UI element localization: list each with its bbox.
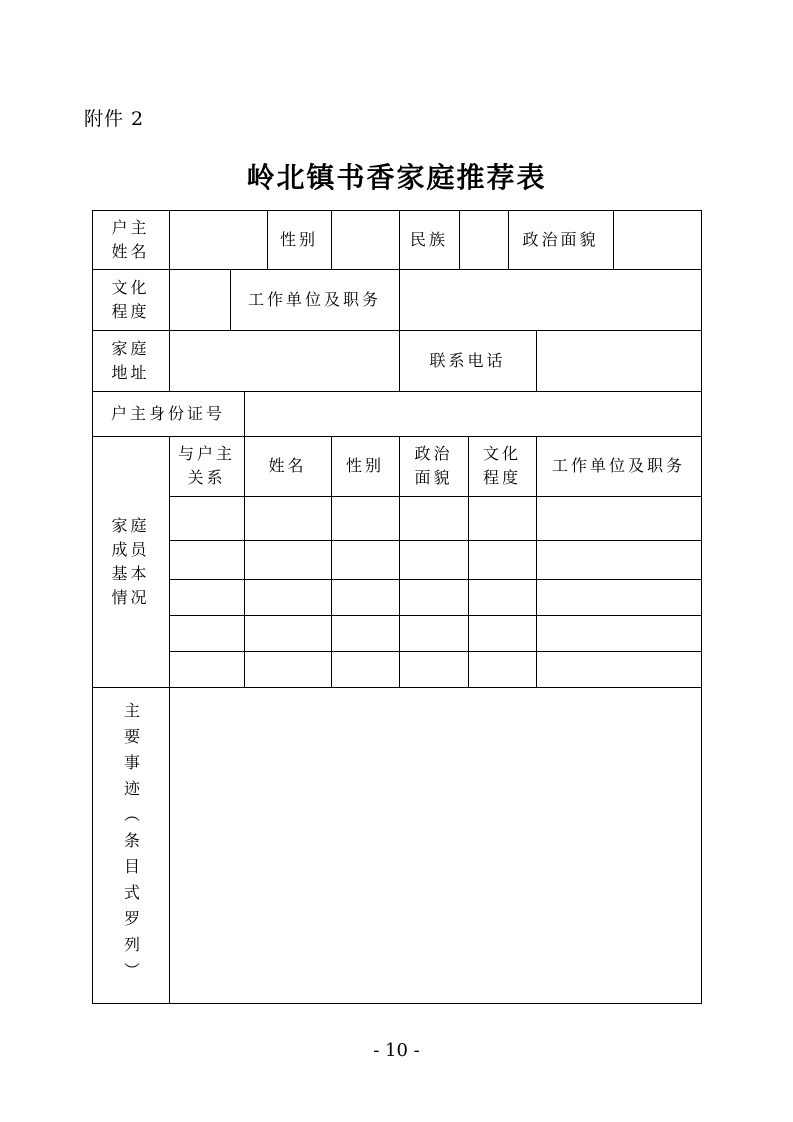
attachment-label: 附件 2: [84, 108, 145, 130]
label-family-members: [92, 436, 169, 687]
label-line: 政治: [414, 444, 453, 463]
recommendation-form: [92, 210, 702, 1004]
label-line: 程度: [482, 468, 521, 487]
label-line: 程度: [111, 301, 150, 321]
label-head-name: [92, 210, 169, 269]
member-row[interactable]: [170, 541, 701, 579]
label-id-number: 户主身份证号: [110, 403, 225, 423]
label-address: [92, 330, 169, 391]
field-work-unit-position[interactable]: [400, 270, 700, 329]
col-header-gender: 性别: [345, 456, 384, 475]
border-right: [701, 210, 702, 1004]
member-row[interactable]: [170, 652, 701, 687]
label-line: 主要事迹（条目式罗列）: [121, 702, 141, 988]
label-phone: 联系电话: [429, 350, 506, 370]
member-row[interactable]: [170, 497, 701, 540]
label-line: 家庭: [111, 338, 150, 358]
field-id-number[interactable]: [245, 392, 700, 435]
field-address[interactable]: [170, 331, 398, 390]
label-ethnicity: 民族: [409, 229, 448, 249]
label-work-unit-position: 工作单位及职务: [247, 289, 381, 309]
label-line: 户主: [111, 217, 150, 237]
label-line: 面貌: [414, 468, 453, 487]
label-main-deeds: [92, 687, 169, 1003]
col-header-education: [468, 436, 536, 496]
label-line: 地址: [111, 362, 150, 382]
field-ethnicity[interactable]: [460, 211, 507, 268]
label-line: 关系: [187, 468, 226, 487]
label-line: 成员: [111, 539, 150, 559]
col-header-name: 姓名: [268, 456, 307, 475]
label-line: 家庭: [111, 515, 150, 535]
page-number: - 10 -: [373, 1040, 420, 1061]
label-line: 情况: [111, 587, 150, 607]
field-main-deeds[interactable]: [170, 688, 701, 1003]
label-line: 文化: [111, 277, 150, 297]
field-gender[interactable]: [332, 211, 398, 268]
col-header-work: 工作单位及职务: [551, 456, 685, 475]
label-line: 姓名: [111, 241, 150, 261]
col-header-political: [399, 436, 468, 496]
label-political-status: 政治面貌: [522, 229, 599, 249]
field-political-status[interactable]: [614, 211, 700, 268]
border-bottom: [92, 1003, 702, 1004]
field-phone[interactable]: [537, 331, 700, 390]
member-row[interactable]: [170, 616, 701, 651]
label-line: 文化: [482, 444, 521, 463]
field-education[interactable]: [170, 270, 229, 329]
member-row[interactable]: [170, 580, 701, 615]
label-gender: 性别: [279, 229, 318, 249]
col-header-relation: [169, 436, 244, 496]
label-education: [92, 269, 169, 330]
label-line: 基本: [111, 563, 150, 583]
field-head-name[interactable]: [170, 211, 266, 268]
label-line: 与户主: [177, 444, 235, 463]
page-title: 岭北镇书香家庭推荐表: [246, 161, 547, 194]
